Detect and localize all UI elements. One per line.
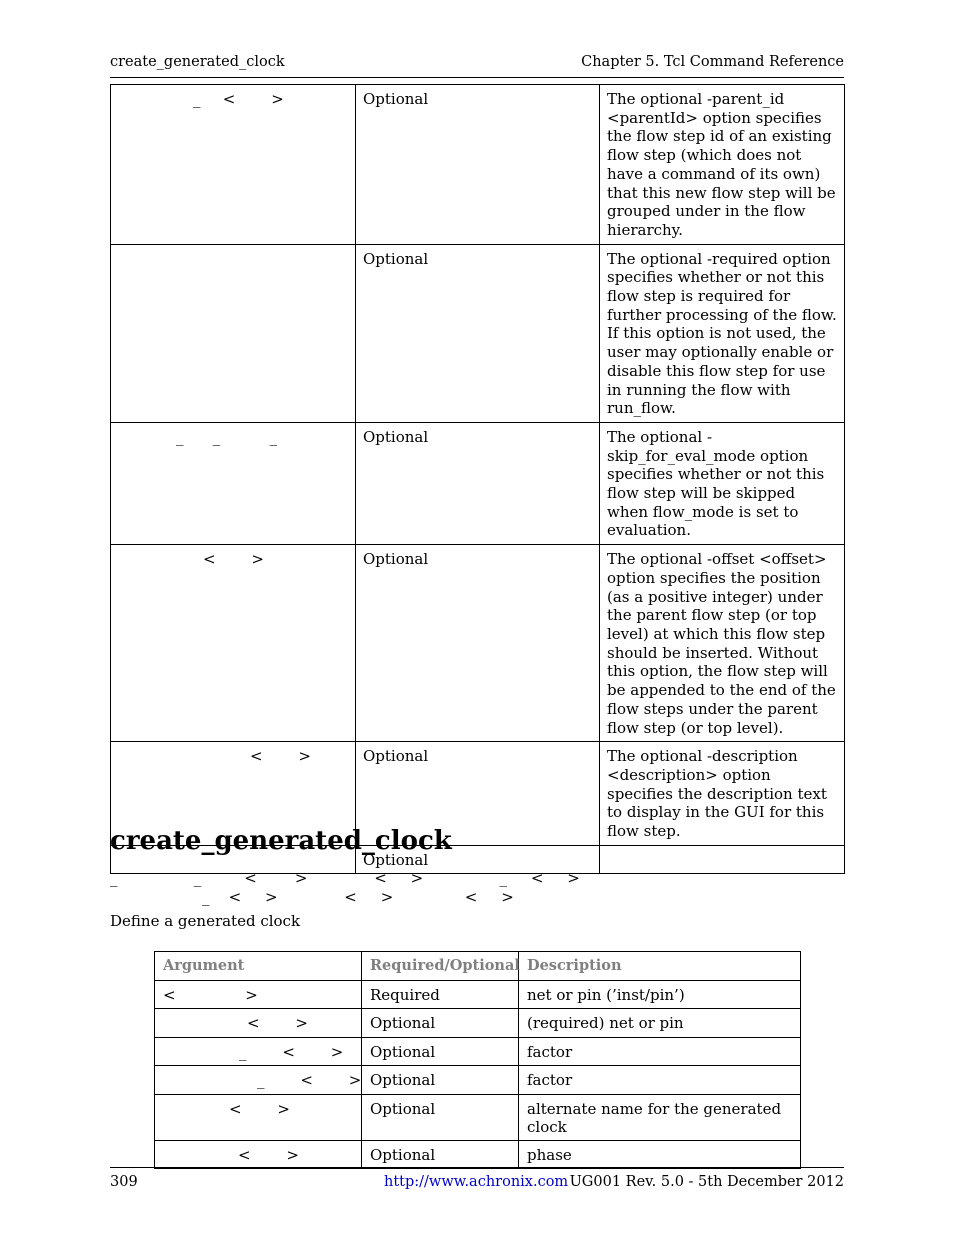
table-row xyxy=(111,545,845,742)
column-header-required: Required/Optional xyxy=(362,952,519,981)
table-row xyxy=(155,1037,801,1066)
page-header xyxy=(110,54,844,76)
argument-cell: _ < > xyxy=(155,1066,362,1095)
argument-cell: _ < > xyxy=(111,85,356,245)
required-cell: Optional xyxy=(362,1140,519,1169)
table-row xyxy=(155,980,801,1009)
required-cell: Optional xyxy=(362,1037,519,1066)
argument-cell: < > xyxy=(155,1009,362,1038)
column-header-description: Description xyxy=(519,952,801,981)
document-revision: UG001 Rev. 5.0 - 5th December 2012 xyxy=(569,1174,844,1190)
description-cell: The optional -description <description> option specifies the description text to display in the GUI for this flow step. xyxy=(600,742,845,846)
page-footer xyxy=(110,1174,844,1194)
argument-cell: _ < > xyxy=(155,1037,362,1066)
description-cell: The optional -skip_for_eval_mode option specifies whether or not this flow step will be skipped when flow_mode is set to evaluation. xyxy=(600,422,845,544)
description-cell: The optional -required option specifies whether or not this flow step is required for further processing of the flow. If this option is not used, the user may optionally enable or disable this flow step for use in running the flow with run_flow. xyxy=(600,244,845,422)
column-header-argument: Argument xyxy=(155,952,362,981)
required-cell: Optional xyxy=(356,85,600,245)
required-cell: Optional xyxy=(362,1066,519,1095)
table-row xyxy=(111,422,845,544)
argument-cell: < > xyxy=(155,1140,362,1169)
description-cell: phase xyxy=(519,1140,801,1169)
description-cell: factor xyxy=(519,1066,801,1095)
argument-cell: < > xyxy=(111,742,356,846)
website-link[interactable]: http://www.achronix.com xyxy=(384,1174,569,1190)
section-title: create_generated_clock xyxy=(110,826,452,856)
synopsis-line-2: _ < > < > < > xyxy=(202,888,514,906)
required-cell: Optional xyxy=(362,1094,519,1140)
required-cell: Optional xyxy=(356,422,600,544)
argument-cell: < > xyxy=(111,545,356,742)
required-cell: Optional xyxy=(356,545,600,742)
argument-cell: _ _ _ xyxy=(111,422,356,544)
arguments-table xyxy=(154,951,801,1169)
table-row xyxy=(155,1009,801,1038)
table-row xyxy=(155,1094,801,1140)
table-header-row xyxy=(155,952,801,981)
description-cell: net or pin (’inst/pin’) xyxy=(519,980,801,1009)
footer-rule xyxy=(110,1167,844,1168)
required-cell: Required xyxy=(362,980,519,1009)
required-cell: Optional xyxy=(356,742,600,846)
synopsis-line-1: _ _ < > < > _ < > xyxy=(110,869,580,887)
description-cell: (required) net or pin xyxy=(519,1009,801,1038)
description-cell: factor xyxy=(519,1037,801,1066)
header-left: create_generated_clock xyxy=(110,54,285,70)
page-number: 309 xyxy=(110,1174,138,1190)
required-cell: Optional xyxy=(362,1009,519,1038)
description-cell xyxy=(600,845,845,874)
description-cell: The optional -parent_id <parentId> option specifies the flow step id of an existing flow step (which does not have a command of its own) that this new flow step will be grouped under in the flow hierarchy. xyxy=(600,85,845,245)
command-definition: Define a generated clock xyxy=(110,912,301,930)
table-row xyxy=(155,1140,801,1169)
table-row xyxy=(111,85,845,245)
table-row xyxy=(111,244,845,422)
table-row xyxy=(155,1066,801,1095)
description-cell: The optional -offset <offset> option specifies the position (as a positive integer) under the parent flow step (or top level) at which this flow step should be inserted. Without this option, the flow step will be appended to the end of the flow steps under the parent flow step (or top level). xyxy=(600,545,845,742)
argument-cell: < > xyxy=(155,980,362,1009)
description-cell: alternate name for the generated clock xyxy=(519,1094,801,1140)
argument-cell xyxy=(111,244,356,422)
header-rule xyxy=(110,77,844,78)
flow-step-options-table xyxy=(110,84,845,874)
required-cell: Optional xyxy=(356,244,600,422)
header-right: Chapter 5. Tcl Command Reference xyxy=(581,54,844,70)
argument-cell: < > xyxy=(155,1094,362,1140)
required-cell: Optional xyxy=(356,845,600,874)
